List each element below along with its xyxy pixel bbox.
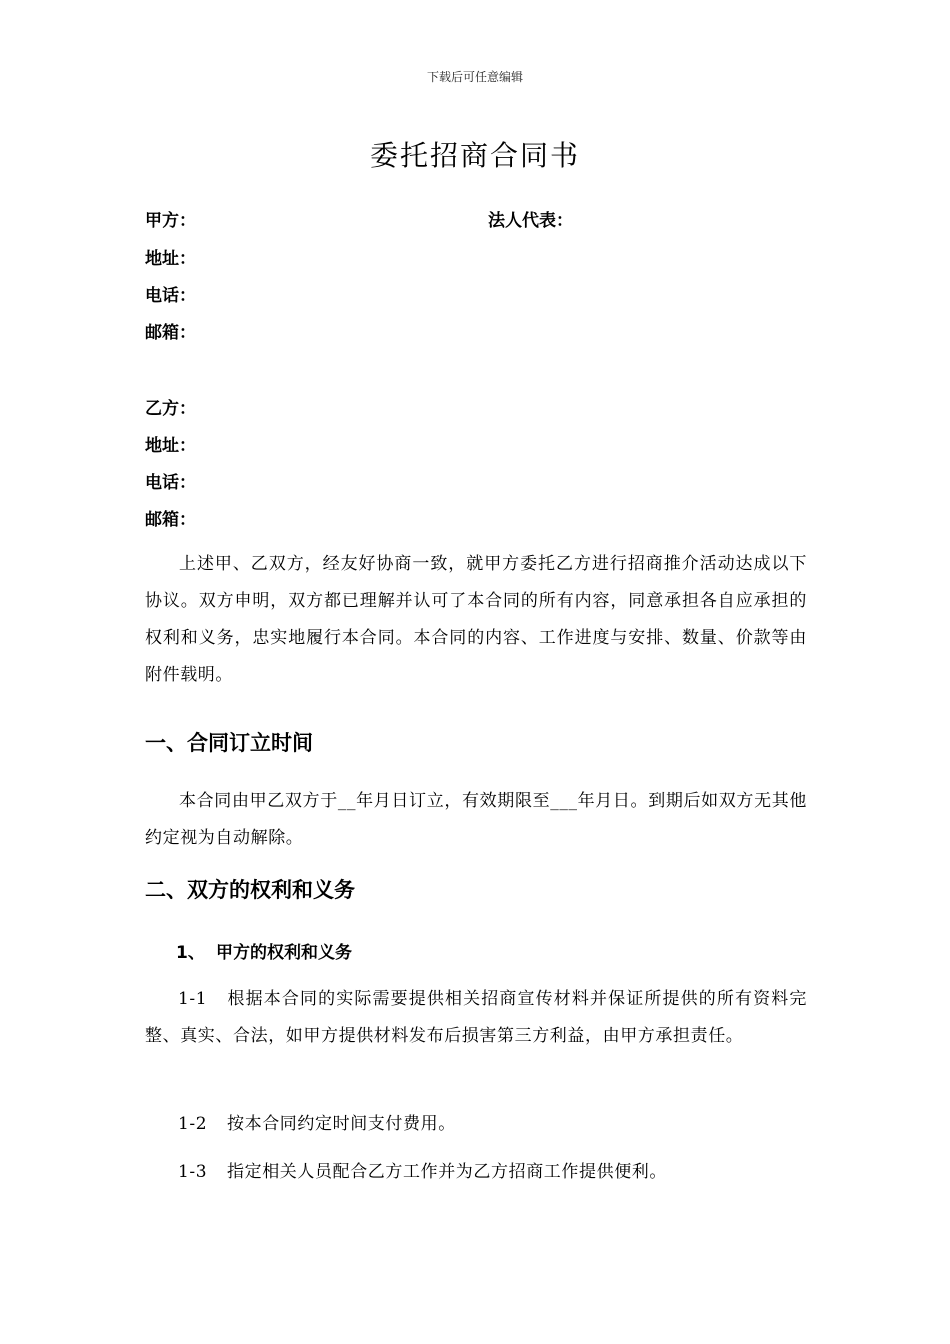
document-title: 委托招商合同书 [369,139,580,172]
subsection-1-number: 1、 [176,943,205,963]
party-a-email-label: 邮箱： [145,323,196,343]
party-a-label: 甲方： [145,211,196,231]
subsection-1-title: 甲方的权利和义务 [216,943,352,963]
section-2-heading: 二、双方的权利和义务 [145,878,355,902]
clause-1-3-number: 1-3 [178,1162,208,1182]
party-b-phone-label: 电话： [145,473,196,493]
header-note: 下载后可任意编辑 [426,70,523,84]
clause-1-3 [178,1157,667,1182]
clause-1-2-text: 按本合同约定时间支付费用。 [227,1114,456,1134]
party-a-phone-label: 电话： [145,286,196,306]
clause-1-3-text: 指定相关人员配合乙方工作并为乙方招商工作提供便利。 [227,1162,667,1182]
clause-1-1-number: 1-1 [178,989,208,1009]
legal-representative-label: 法人代表： [488,211,573,231]
party-a-address-label: 地址： [145,249,196,269]
section-1-heading: 一、合同订立时间 [145,731,313,755]
clause-1-2-number: 1-2 [178,1114,208,1134]
section-1-body: 本合同由甲乙双方于__年月日订立，有效期限至___年月日。到期后如双方无其他约定视为自动解除。 [145,791,807,848]
party-b-address-label: 地址： [145,436,196,456]
party-b-label: 乙方： [145,399,196,419]
clause-1-2 [178,1109,456,1134]
party-b-email-label: 邮箱： [145,510,196,530]
subsection-1-heading [176,938,352,963]
clause-1-1 [145,981,807,1055]
intro-paragraph: 上述甲、乙双方，经友好协商一致，就甲方委托乙方进行招商推介活动达成以下协议。双方申明，双方都已理解并认可了本合同的所有内容，同意承担各自应承担的权利和义务，忠实地履行本合同。本合同的内容、工作进度与安排、数量、价款等由附件载明。 [145,554,807,685]
clause-1-1-text: 根据本合同的实际需要提供相关招商宣传材料并保证所提供的所有资料完整、真实、合法，如甲方提供材料发布后损害第三方利益，由甲方承担责任。 [145,989,807,1046]
